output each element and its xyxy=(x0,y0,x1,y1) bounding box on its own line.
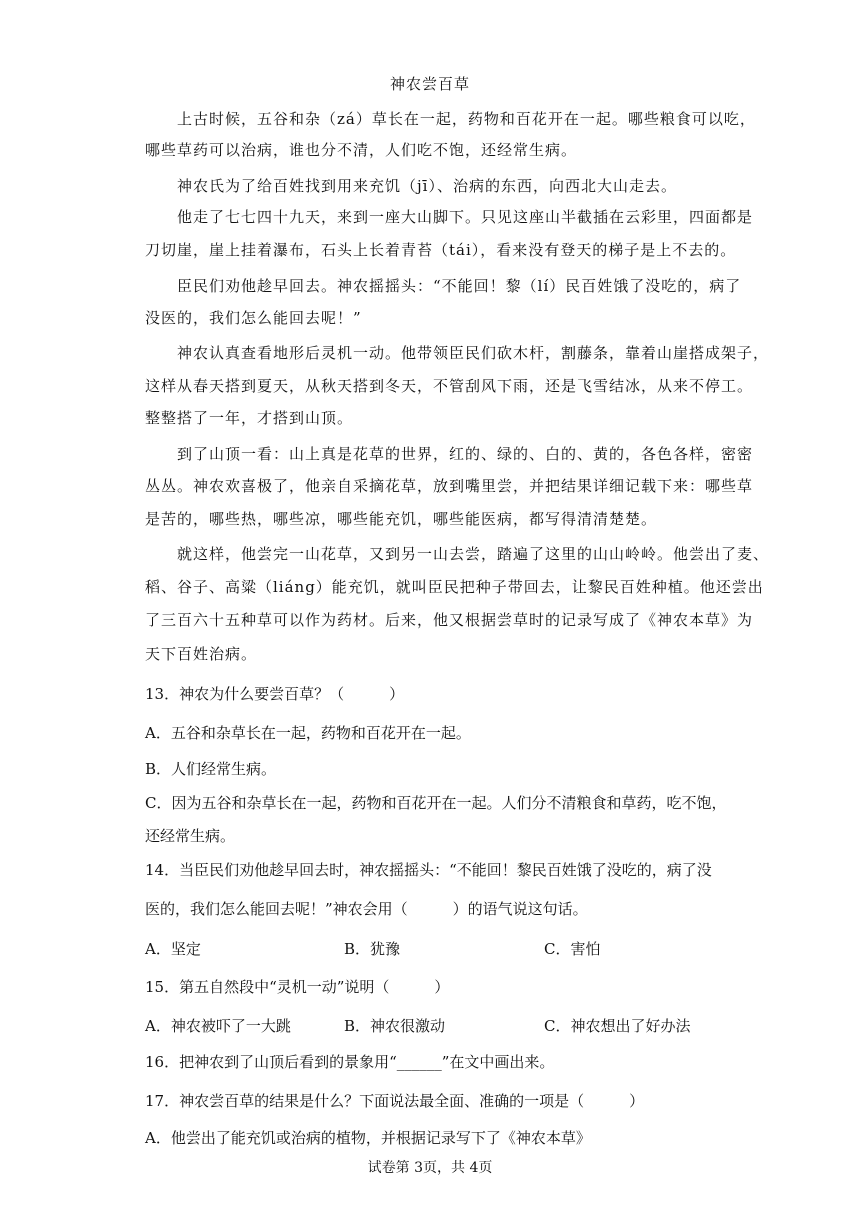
question-stem: 16．把神农到了山顶后看到的景象用“______”在文中画出来。 xyxy=(145,1053,555,1071)
question-stem: 14．当臣民们劝他趁早回去时，神农摇摇头：“不能回！黎民百姓饿了没吃的，病了没 xyxy=(145,861,712,879)
passage-line: 整整搭了一年，才搭到山顶。 xyxy=(145,409,354,427)
passage-line: 臣民们劝他趁早回去。神农摇摇头：“不能回！黎（lí）民百姓饿了没吃的，病了 xyxy=(145,277,742,295)
option-b[interactable]: B．犹豫 xyxy=(344,940,401,958)
passage-line: 他走了七七四十九天，来到一座大山脚下。只见这座山半截插在云彩里，四面都是 xyxy=(145,208,754,226)
passage-line: 到了山顶一看：山上真是花草的世界，红的、绿的、白的、黄的，各色各样，密密 xyxy=(145,445,754,463)
option-c[interactable]: C．神农想出了好办法 xyxy=(544,1017,691,1035)
question-stem: 13．神农为什么要尝百草？（ ） xyxy=(145,685,405,703)
option-c[interactable]: C．因为五谷和杂草长在一起，药物和百花开在一起。人们分不清粮食和草药，吃不饱， xyxy=(145,794,727,812)
passage-title: 神农尝百草 xyxy=(389,75,470,93)
option-a[interactable]: A．他尝出了能充饥或治病的植物，并根据记录写下了《神农本草》 xyxy=(145,1129,591,1147)
passage-line: 天下百姓治病。 xyxy=(145,645,258,663)
question-stem-continued: 医的，我们怎么能回去呢！”神农会用（ ）的语气说这句话。 xyxy=(145,900,588,918)
option-c-continued: 还经常生病。 xyxy=(145,827,236,845)
passage-line: 神农认真查看地形后灵机一动。他带领臣民们砍木杆，割藤条，靠着山崖搭成架子， xyxy=(145,344,770,362)
passage-line: 上古时候，五谷和杂（zá）草长在一起，药物和百花开在一起。哪些粮食可以吃， xyxy=(145,110,756,128)
passage-line: 哪些草药可以治病，谁也分不清，人们吃不饱，还经常生病。 xyxy=(145,141,578,159)
option-a[interactable]: A．坚定 xyxy=(145,940,201,958)
option-a[interactable]: A．神农被吓了一大跳 xyxy=(145,1017,291,1035)
passage-line: 就这样，他尝完一山花草，又到另一山去尝，踏遍了这里的山山岭岭。他尝出了麦、 xyxy=(145,545,770,563)
passage-line: 了三百六十五种草可以作为药材。后来，他又根据尝草时的记录写成了《神农本草》为 xyxy=(145,611,754,629)
passage-line: 丛丛。神农欢喜极了，他亲自采摘花草，放到嘴里尝，并把结果详细记载下来：哪些草 xyxy=(145,477,754,495)
page-footer: 试卷第 3页，共 4页 xyxy=(367,1160,493,1176)
passage-line: 刀切崖，崖上挂着瀑布，石头上长着青苔（tái），看来没有登天的梯子是上不去的。 xyxy=(145,241,737,259)
question-stem: 15．第五自然段中“灵机一动”说明（ ） xyxy=(145,978,450,996)
option-b[interactable]: B．人们经常生病。 xyxy=(145,760,277,778)
option-c[interactable]: C．害怕 xyxy=(544,940,601,958)
passage-line: 稻、谷子、高粱（liáng）能充饥，就叫臣民把种子带回去，让黎民百姓种植。他还尝出 xyxy=(145,578,764,596)
passage-line: 神农氏为了给百姓找到用来充饥（jī）、治病的东西，向西北大山走去。 xyxy=(145,177,677,195)
question-stem: 17．神农尝百草的结果是什么？下面说法最全面、准确的一项是（ ） xyxy=(145,1092,645,1110)
option-a[interactable]: A．五谷和杂草长在一起，药物和百花开在一起。 xyxy=(145,724,471,742)
passage-line: 是苦的，哪些热，哪些凉，哪些能充饥，哪些能医病，都写得清清楚楚。 xyxy=(145,510,658,528)
passage-line: 这样从春天搭到夏天，从秋天搭到冬天，不管刮风下雨，还是飞雪结冰，从来不停工。 xyxy=(145,377,754,395)
passage-line: 没医的，我们怎么能回去呢！” xyxy=(145,309,362,327)
option-b[interactable]: B．神农很激动 xyxy=(344,1017,446,1035)
